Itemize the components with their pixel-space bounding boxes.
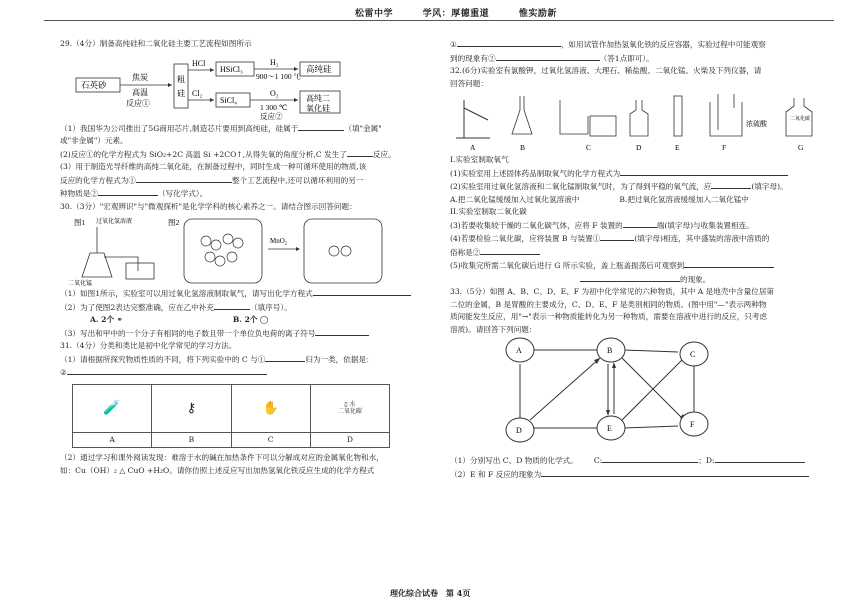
q29-s1a: （1）我国华为公司推出了5G商用芯片,制造芯片要用到高纯硅，硅属于 [60,123,299,133]
r-r1b: ，如用试管作加热氢氧化铁的反应容器，实验过程中可能观察 [560,40,766,49]
flow-cl2: Cl₂ [192,88,203,98]
svg-text:氧化硅: 氧化硅 [306,103,330,113]
page-header [355,6,583,19]
q29-s3b: 反应的化学方程式为① [60,175,136,185]
a1-d-blank[interactable] [715,454,805,463]
right-column [450,38,835,481]
app-conc: 浓硫酸 [746,120,767,129]
q33-stem-b: 二位的金属，B 是胃酸的主要成分，C、D、E、F 是类别相同的物质。(图中用"—"表示两种物 [450,299,767,309]
a1: （1）分别写出 C、D 物质的化学式。 [450,456,578,466]
school-motto-2: 惟实励新 [518,9,557,19]
q30-blank3[interactable] [315,327,369,336]
node-c: C [690,350,696,360]
ii3b: 端(填字母)与收集装置相连。 [656,220,754,230]
q29-s3: (3）用于制造光导纤维的高纯二氧化硅，在制备过程中，同时生成一种可循环使用的物质,该 [60,162,367,172]
app-d: D [636,143,642,153]
flow-hcl: HCl [192,58,206,68]
ii5b: 的现象。 [680,274,711,284]
flow-o2: O₂ [270,88,279,98]
d-co2: 二氧化碳 [337,408,362,416]
q30-optA: A. 2个 [90,315,115,325]
q30-optB: B. 2个 [232,315,258,325]
fig2-label: 图2 [168,218,180,228]
app-c: C [586,143,592,153]
q31-s2b: 如：Cu（OH）₂ △ CuO +H₂O。请你仿照上述反应写出加热氢氧化铁反应生成的化学方程式 [60,465,375,475]
svg-text:硅: 硅 [177,88,185,98]
flow-crude: 粗 [177,74,185,84]
flow-coke: 焦炭 [132,72,148,82]
r-blank2[interactable] [496,52,600,61]
ii4-blank[interactable] [600,232,634,241]
flow-hsicl3: HSiCl₃ [220,64,243,74]
app-g: G [798,143,804,153]
school-motto: 学风：厚德重道 [422,9,490,19]
molecule-icon: ⚭ [116,315,123,325]
school-name: 松雷中学 [355,9,394,19]
page-footer: 理化综合试卷 第 4页 [390,588,471,598]
q30-s2: （2）为了使图2表达完整准确，应在乙中补充 [60,302,214,312]
q32-stem-b: 回答问题： [450,78,488,88]
flow-react1: 反应① [126,98,150,108]
q30-blank2[interactable] [214,301,250,310]
part-ii: II.实验室制取二氧化碳 [450,207,527,217]
app-a: A [470,143,476,153]
q29-blank1[interactable] [298,122,344,131]
hand-pour-icon: ✋ [231,384,310,432]
q29-s2: (2)反应①的化学方程式为 SiO₂+2C 高温 Si +2CO↑,从得失氧的角度分析,C 发生了 [60,149,347,159]
node-a: A [516,346,522,356]
flow-h2: H₂ [270,57,279,67]
app-b: B [520,143,526,153]
node-b: B [607,346,613,356]
a2: （2）E 和 F 反应的现象为 [450,469,542,479]
i2-blank[interactable] [711,180,751,189]
q32-apparatus [450,90,830,154]
q30-s2b: （填序号）。 [249,302,292,312]
q29-s1b: （填"金属" [344,123,382,133]
q31-s1: （1）请根据所探究物质性质的不同，将下列实验中的 C 与① [60,354,266,364]
fig1-label: 图1 [74,218,86,228]
ii4: (4)若要检验二氧化碳，应将装置 B 与装置① [450,234,601,244]
exp-label-c: C [231,432,310,448]
app-f: F [722,143,727,153]
q31-stem: 31.（4分）分类和类比是初中化学常见的学习方法。 [60,341,237,351]
fig1-mno2: 二氧化锰 [68,281,93,288]
r-r1c: 到的现象有② [450,53,496,63]
ii4b: (填字母)相连，其中盛装的溶液中溶质的 [634,234,770,244]
i2b: (填字母)。 [751,182,788,192]
q31-s1c: ② [60,368,67,378]
q30-s1: （1）如图1所示，实验室可以用过氧化氢溶液制取氧气，请写出化学方程式 [60,289,313,299]
atom-icon: ◯ [259,315,269,325]
flow-t2: 1 300 ℃ [260,102,288,112]
left-column [60,38,428,477]
part-i: I.实验室制取氧气 [450,155,509,165]
q33-relation-diagram [450,336,830,454]
q33-stem-c: 质间能发生反应，用"→"表示一种物质能转化为另一种物质，需要在溶液中进行的反应，只考虑 [450,312,768,322]
q31-s1b: 归为一类，依据是： [305,354,374,364]
q30-figures [68,213,398,287]
app-g-label: 二氧化碳 [790,117,811,123]
r-r1d: （答1点即可）。 [599,53,654,63]
r-r1: ① [450,40,457,49]
q29-s3e: （写化学式）。 [157,189,208,199]
exp-label-a: A [73,432,152,448]
ii5-blank[interactable] [684,259,774,268]
flow-sicl4: SiCl₄ [220,95,238,105]
q31-experiment-table [72,384,390,449]
header-rule [44,20,834,21]
q30-s3: （3）写出和甲中的一个分子有相同的电子数且带一个单位负电荷的离子符号 [60,328,316,338]
flow-prod1: 高纯硅 [306,63,332,74]
match-icon: ⚷ [152,384,231,432]
i2-option-a: A.把二氧化锰缓缓加入过氧化氢溶液中 [450,194,580,204]
q29-s2b: 反应。 [372,149,396,159]
node-e: E [607,424,612,434]
q29-s1c: 或"非金属"）元素。 [60,136,128,146]
a1-d: ；D: [698,456,715,466]
q30-stem: 30.（3分）"宏观辨识"与"微观探析"是化学学科的核心素养之一。请结合图示回答问题： [60,201,357,211]
bottle-icon: ▯ [344,401,348,409]
app-e: E [675,143,680,153]
fig2-mno2: MnO₂ [270,237,288,246]
q32-stem: 32.(6分)实验室有氯酸钾，过氧化氢溶液、大理石、稀盐酸、二氧化锰、火柴及下列仪器，请 [450,66,762,76]
q31-blank1[interactable] [265,353,305,362]
q29-s3c: 整个工艺流程中,还可以循环利用的另一 [231,175,364,185]
fig1-h2o2: 过氧化氢溶液 [96,219,133,226]
test-tube-icon: 🧪 [73,384,152,432]
d-water: 水 [349,401,356,409]
q29-blank3[interactable] [136,174,232,183]
q31-blank2[interactable] [67,366,267,375]
r-blank1[interactable] [457,38,561,47]
a1-c-blank[interactable] [602,454,698,463]
svg-text:高纯二: 高纯二 [306,93,330,103]
i1: (1)实验室用上述固体药品制取氧气的化学方程式为 [450,168,621,178]
ii3-blank[interactable] [623,219,657,228]
q29-stem: 29.（4分）制备高纯硅和二氧化硅主要工艺流程如图所示 [60,39,252,48]
q29-blank4[interactable] [98,187,158,196]
q33-stem-d: 溶质)。请回答下列问题： [450,324,537,334]
flow-start: 石英砂 [81,79,107,90]
i2: (2)实验室用过氧化氢溶液和二氧化锰制取氧气时，为了得到平稳的氧气流，应 [450,182,712,192]
ii3: (3)若要收集较干燥的二氧化碳气体，应将 F 装置的 [450,220,623,230]
a1-c: C: [593,456,603,466]
ii5-blank2[interactable] [580,273,680,282]
q29-blank2[interactable] [347,148,373,157]
exp-label-b: B [152,432,231,448]
q30-blank1[interactable] [313,287,411,296]
q33-stem: 33.（5分）如图 A、B、C、D、E、F 为初中化学常见的六种物质，其中 A 是地壳中含量位居第 [450,287,775,297]
flow-react2: 反应② [260,111,283,120]
q31-s2: （2）通过学习和课外阅读发现：难溶于水的碱在加热条件下可以分解成对应的金属氧化物和水， [60,453,384,463]
ii4c: 俗称是② [450,247,481,257]
ii5: (5)收集完所需二氧化碳后进行 G 所示实验，盖上瓶盖振荡后可观察到 [450,261,685,271]
node-d: D [516,426,522,436]
i1-blank[interactable] [620,167,788,176]
node-f: F [690,420,695,430]
flow-t1: 900～1 100 ℃ [256,71,301,81]
q29-flow-diagram [74,52,374,120]
ii4c-blank[interactable] [480,246,540,255]
flow-cond: 高温 [132,87,148,97]
a2-blank[interactable] [541,468,809,477]
q29-s3d: 种物质是② [60,189,98,199]
i2-option-b: B.把过氧化氢溶液缓缓加入二氧化锰中 [619,194,749,204]
exp-label-d: D [310,432,389,448]
